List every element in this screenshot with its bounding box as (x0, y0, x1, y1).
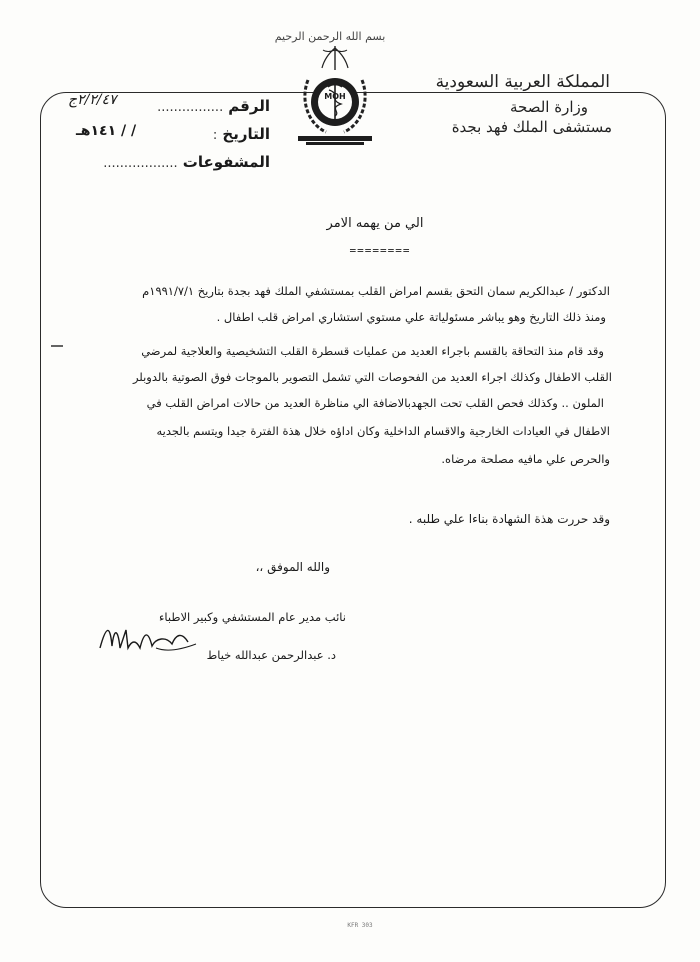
reference-number-value: ٢/٢/٤٧ج (68, 92, 117, 108)
reference-date-label: التاريخ (222, 125, 270, 143)
ministry-name: وزارة الصحة (510, 98, 588, 116)
reference-attachments-label: المشفوعات (182, 153, 270, 171)
reference-date-value: / / ١٤١هـ (76, 123, 137, 139)
page-border-frame (40, 92, 666, 908)
reference-number-dots: ................ (157, 100, 224, 115)
letter-paragraph-line: والحرص علي مافيه مصلحة مرضاه. (441, 452, 610, 466)
footer-form-code: KFR 303 (347, 922, 373, 929)
letter-paragraph-line: الملون .. وكذلك فحص القلب تحت الجهدبالاضافة الي مناظرة العديد من حالات امراض القلب في (146, 396, 604, 410)
letter-paragraph-line: الدكتور / عبدالكريم سمان التحق بقسم امراض القلب بمستشفي الملك فهد بجدة بتاريخ ١٩٩١/٧/١م (142, 284, 610, 298)
basmala-text: بسم الله الرحمن الرحيم (274, 30, 386, 43)
emblem-letters: MOH (324, 92, 346, 101)
letter-paragraph-line: ومنذ ذلك التاريخ وهو يباشر مسئولياتة علي مستوي استشاري امراض قلب اطفال . (216, 310, 606, 324)
letter-paragraph-line: القلب الاطفال وكذلك اجراء العديد من الفحوصات التي تشمل التصوير بالموجات فوق الصوتية بالدوبلر (132, 370, 612, 384)
salutation-separator: ======== (349, 244, 411, 257)
margin-dash-icon (50, 344, 64, 348)
reference-attachments-dots: .................. (103, 156, 178, 171)
letter-salutation: الي من يهمه الامر (326, 216, 424, 231)
kingdom-name: المملكة العربية السعودية (435, 72, 610, 92)
letter-paragraph-line: وقد قام منذ التحاقة بالقسم باجراء العديد من عمليات قسطرة القلب التشخيصية والعلاجية لمرضي (141, 344, 604, 358)
reference-attachments-row (40, 152, 270, 171)
signer-title: نائب مدير عام المستشفي وكبير الاطباء (158, 610, 346, 624)
reference-number-label: الرقم (228, 97, 270, 115)
hospital-name: مستشفى الملك فهد بجدة (451, 118, 612, 136)
letter-closing: وقد حررت هذة الشهادة بناءا علي طلبه . (408, 512, 610, 526)
signer-name: د. عبدالرحمن عبدالله خياط (206, 648, 336, 662)
letter-paragraph-line: الاطفال في العيادات الخارجية والاقسام الداخلية وكان اداؤه خلال هذة الفترة جيدا ويتسم بالجديه (156, 424, 610, 438)
reference-date-colon: : (212, 128, 218, 143)
letter-wishes: والله الموفق ،، (255, 560, 330, 574)
